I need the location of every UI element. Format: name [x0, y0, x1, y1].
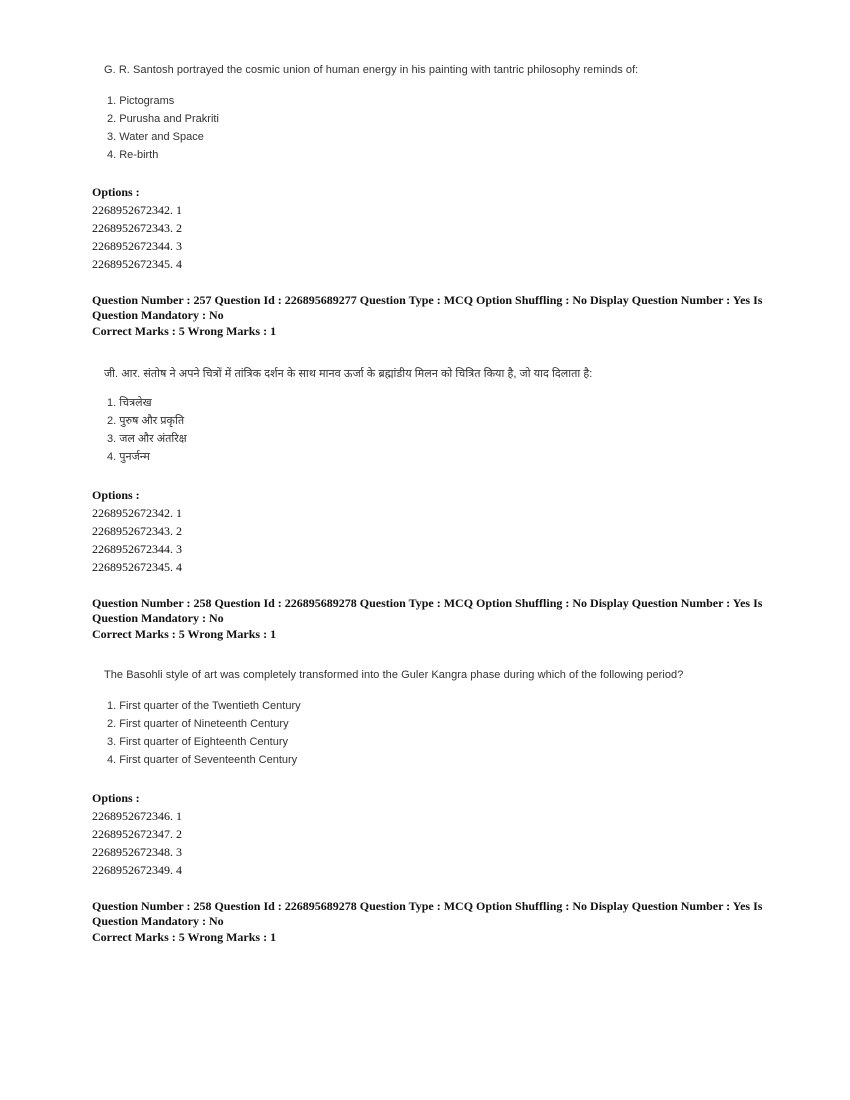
answer-choice: 4. पुनर्जन्म — [107, 451, 150, 463]
answer-choice: 2. First quarter of Nineteenth Century — [107, 718, 289, 730]
answer-choice-list — [107, 697, 301, 769]
answer-choice: 3. First quarter of Eighteenth Century — [107, 736, 288, 748]
options-heading: Options : — [92, 185, 140, 199]
question-meta — [92, 293, 772, 339]
answer-choice: 2. Purusha and Prakriti — [107, 113, 219, 125]
answer-choice: 2. पुरुष और प्रकृति — [107, 415, 185, 427]
option-id: 2268952672342. 1 — [92, 203, 182, 217]
option-id: 2268952672345. 4 — [92, 257, 182, 271]
question-meta-line: Question Number : 258 Question Id : 226895689278 Question Type : MCQ Option Shuffling : No Display Question Number : Yes Is — [92, 596, 763, 610]
question-meta-line: Question Number : 258 Question Id : 226895689278 Question Type : MCQ Option Shuffling : No Display Question Number : Yes Is — [92, 899, 763, 913]
option-id: 2268952672343. 2 — [92, 524, 182, 538]
question-mandatory: Question Mandatory : No — [92, 308, 224, 322]
options-section — [92, 486, 182, 576]
answer-choice: 1. चित्रलेख — [107, 397, 152, 409]
option-id: 2268952672344. 3 — [92, 542, 182, 556]
options-heading: Options : — [92, 488, 140, 502]
option-id: 2268952672344. 3 — [92, 239, 182, 253]
answer-choice: 3. Water and Space — [107, 131, 204, 143]
option-id: 2268952672346. 1 — [92, 809, 182, 823]
answer-choice-list — [107, 92, 219, 164]
answer-choice-list — [107, 394, 187, 466]
answer-choice: 1. Pictograms — [107, 95, 175, 107]
options-section — [92, 183, 182, 273]
option-id: 2268952672343. 2 — [92, 221, 182, 235]
marks-line: Correct Marks : 5 Wrong Marks : 1 — [92, 324, 277, 338]
answer-choice: 1. First quarter of the Twentieth Century — [107, 700, 301, 712]
option-id: 2268952672347. 2 — [92, 827, 182, 841]
question-meta — [92, 596, 772, 642]
options-heading: Options : — [92, 791, 140, 805]
option-id: 2268952672348. 3 — [92, 845, 182, 859]
options-section — [92, 789, 182, 879]
question-meta-line: Question Number : 257 Question Id : 226895689277 Question Type : MCQ Option Shuffling : No Display Question Number : Yes Is — [92, 293, 763, 307]
option-id: 2268952672345. 4 — [92, 560, 182, 574]
option-id: 2268952672349. 4 — [92, 863, 182, 877]
answer-choice: 3. जल और अंतरिक्ष — [107, 433, 187, 445]
option-id: 2268952672342. 1 — [92, 506, 182, 520]
answer-choice: 4. Re-birth — [107, 149, 159, 161]
answer-choice: 4. First quarter of Seventeenth Century — [107, 754, 298, 766]
question-text: The Basohli style of art was completely transformed into the Guler Kangra phase during which of the following period? — [104, 669, 684, 681]
question-mandatory: Question Mandatory : No — [92, 914, 224, 928]
question-mandatory: Question Mandatory : No — [92, 611, 224, 625]
question-text: G. R. Santosh portrayed the cosmic union of human energy in his painting with tantric philosophy reminds of: — [104, 64, 639, 76]
question-meta — [92, 899, 772, 945]
question-text: जी. आर. संतोष ने अपने चित्रों में तांत्रिक दर्शन के साथ मानव ऊर्जा के ब्रह्मांडीय मिलन को चित्रित किया है, जो याद दिलाता है: — [104, 368, 593, 380]
marks-line: Correct Marks : 5 Wrong Marks : 1 — [92, 930, 277, 944]
marks-line: Correct Marks : 5 Wrong Marks : 1 — [92, 627, 277, 641]
